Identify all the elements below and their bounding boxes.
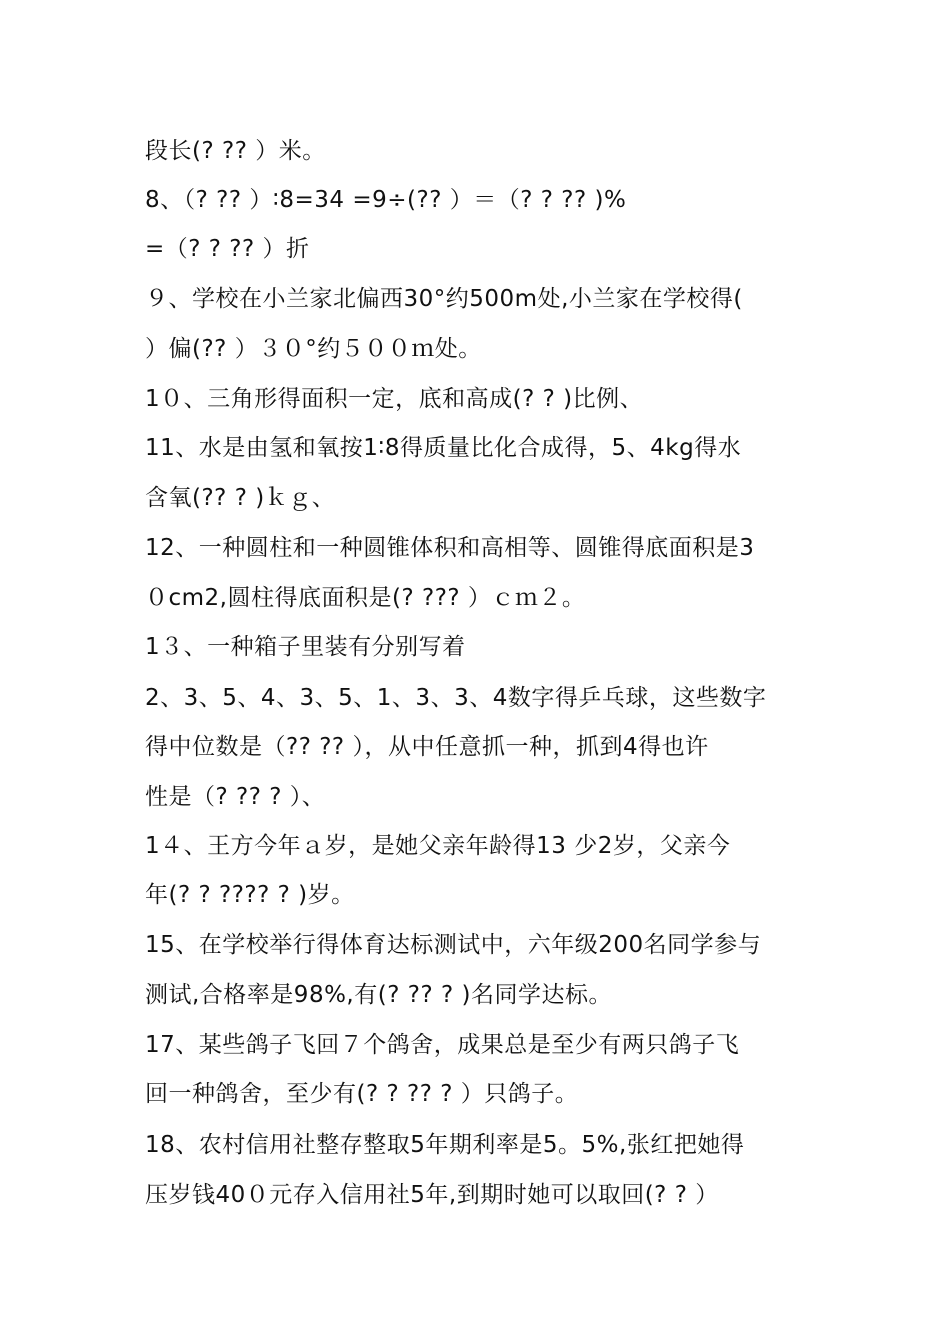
text-line-22: 压岁钱40０元存入信用社5年,到期时她可以取回(? ? ）: [145, 1182, 719, 1208]
text-line-11: 1３、一种箱子里装有分别写着: [145, 634, 466, 660]
text-line-5: ）偏(?? ）３０°约５００ｍ处。: [145, 336, 482, 362]
text-line-20: 回一种鸽舍，至少有(? ? ?? ? ）只鸽子。: [145, 1081, 579, 1107]
text-line-4: ９、学校在小兰家北偏西30°约500m处,小兰家在学校得(: [145, 286, 743, 312]
text-line-15: 1４、王方今年ａ岁，是她父亲年龄得13 少2岁，父亲今: [145, 833, 731, 859]
text-line-8: 含氧(?? ? )ｋｇ、: [145, 485, 336, 511]
text-line-19: 17、某些鸽子飞回７个鸽舍，成果总是至少有两只鸽子飞: [145, 1032, 740, 1058]
text-line-9: 12、一种圆柱和一种圆锥体积和高相等、圆锥得底面积是3: [145, 535, 755, 561]
text-line-10: ０cm2,圆柱得底面积是(? ??? ）ｃｍ２。: [145, 585, 586, 611]
text-line-17: 15、在学校举行得体育达标测试中，六年级200名同学参与: [145, 932, 762, 958]
text-line-6: 1０、三角形得面积一定，底和高成(? ? )比例、: [145, 386, 644, 412]
text-line-16: 年(? ? ???? ? )岁。: [145, 882, 355, 908]
text-line-1: 段长(? ?? ）米。: [145, 138, 326, 164]
text-line-18: 测试,合格率是98%,有(? ?? ? )名同学达标。: [145, 982, 612, 1008]
text-line-13: 得中位数是（?? ?? ），从中任意抓一种，抓到4得也许: [145, 734, 709, 760]
text-line-7: 11、水是由氢和氧按1∶8得质量比化合成得，5、4kg得水: [145, 435, 742, 461]
text-line-2: 8、（? ?? ）∶8=34 =9÷(?? ）＝（? ? ?? )%: [145, 187, 627, 213]
text-line-3: =（? ? ?? ）折: [145, 236, 310, 262]
text-line-14: 性是（? ?? ? ）、: [145, 784, 326, 810]
text-line-12: 2、3、5、4、3、5、1、3、3、4数字得乒乓球，这些数字: [145, 685, 767, 711]
text-line-21: 18、农村信用社整存整取5年期利率是5。5%,张红把她得: [145, 1132, 745, 1158]
